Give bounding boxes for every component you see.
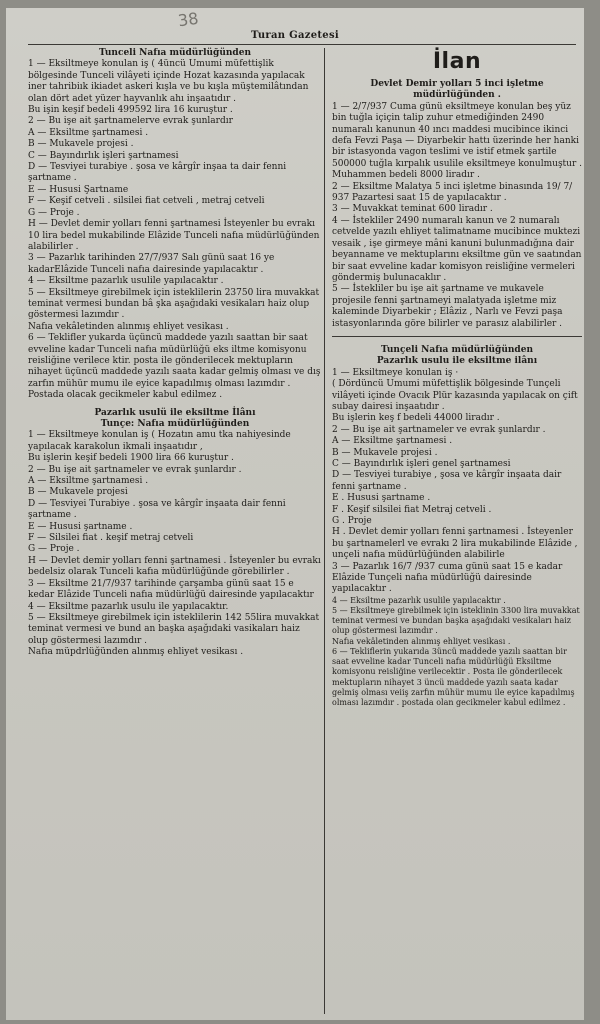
notice2-para: 4 — Eksiltme pazarlık usulu ile yapılacaktır.: [28, 601, 229, 612]
notice3-heading: Tunçeli Nafıa müdürlüğünden: [381, 344, 533, 355]
notice2-para: 2 — Bu işe ait şartnameler ve evrak şunlardır .: [28, 464, 242, 475]
notice1-para: 3 — Pazarlık tarihinden 27/7/937 Salı günü saat 16 ye kadarElâzide Tunceli nafıa dairesinde yapılacaktır .: [28, 253, 275, 275]
notice3-fine-print: 6 — Tekliflerin yukarıda 3üncü maddede yazılı saattan bir saat evveline kadar Tunceli nafıa müdürlüğü Eksiltme komisyonu reisliğine verilecektir . Posta ile gönderilecek mektupların nihayet 3 üncü maddede yazılı saata kadar gelmiş olması veiiş zarfın mühür mumu ile eyice kapadılmış olması lazımdır . postada olan gecikmeler kabul edilmez .: [332, 646, 575, 707]
ilan-para: 3 — Muvakkat teminat 600 liradır .: [332, 204, 493, 215]
notice1-para: Nafıa vekâletinden alınmış ehliyet vesikası .: [28, 321, 229, 332]
notice1-para: C — Bayındırlık işleri şartnamesi: [28, 150, 179, 161]
notice1-para: 4 — Eksiltme pazarlık usulile yapılacaktır .: [28, 276, 224, 287]
notice1-para: E — Hususi Şartname: [28, 184, 129, 195]
notice3-para: B — Mukavele projesi .: [332, 447, 438, 458]
ilan-para: 4 — İstekliler 2490 numaralı kanun ve 2 numaralı cetvelde yazılı ehliyet talimatname mucibince muktezi vesaik , işe girmeye mâni kanuni bulunmadığına dair beyanname ve mektuplarını eksiltme gün ve saatından bir saat evveline kadar komisyon reisliğine vermeleri göndermiş bulunacaklır .: [332, 215, 582, 283]
ilan-para: 5 — İstekliler bu işe ait şartname ve mukavele projesile fenni şartnameyi malatyada işletme miz kaleminde Diyarbekir ; Elâziz , Narlı ve Fevzi paşa istasyonlarında göre bilirler ve parasız alabilirler .: [332, 284, 563, 329]
notice2-para: Nafıa müpdrlüğünden alınmış ehliyet vesikası .: [28, 647, 244, 658]
notice1-para: 2 — Bu işe ait şartnamelerve evrak şunlardır: [28, 116, 233, 127]
notice2-para: 5 — Eksiltmeye girebilmek için isteklilerin 142 55lira muvakkat teminat vermesi ve bund an başka aşağıdaki vasikaları haiz olup göstermesi lazımdır .: [28, 612, 320, 646]
left-column: [28, 48, 322, 659]
masthead-rule: [28, 44, 576, 45]
masthead: Turan Gazetesi: [251, 30, 339, 41]
newspaper-page: [6, 8, 584, 1020]
pencil-mark: 38: [176, 8, 200, 31]
notice3-para: C — Bayındırlık işleri genel şartnamesi: [332, 459, 511, 469]
notice1-para: F — Keşif cetveli . silsilei fiat cetveli , metraj cetveli: [28, 196, 265, 207]
notice3-subheading: Pazarlık usulu ile eksiltme ilânı: [376, 356, 538, 367]
notice3-para: H . Devlet demir yolları fenni şartnamesi . İsteyenler bu şartnamelerl ve evrakı 2 lira mukabilinde Elâzide , unçeli nafıa müdürlüğünden alabilirle: [332, 527, 578, 561]
notice1-para: H — Devlet demir yolları fenni şartnamesi İsteyenler bu evrakı 10 lira bedel mukabilinde Elâzide Tunceli nafıa müdürlüğünden alabilirler .: [28, 219, 320, 252]
notice2-para: 1 — Eksiltmeye konulan iş ( Hozatın amu tka nahiyesinde yapılacak karakolun ikmali inşaatıdır ,: [28, 430, 291, 452]
notice2-para: G — Proje .: [28, 544, 80, 555]
section-rule: [332, 336, 582, 337]
notice1-para: 6 — Teklifler yukarda üçüncü maddede yazılı saattan bir saat evveline kadar Tunceli nafıa müdürlüğü eks iltme komisyonu reisliğine verilece ktir. posta ile gönderilecek mektupların nihayet üçüncü maddede yazılı saata kadar gelmiş olması ve dış zarfın mühür mumu ile eyice kapadılmış olması lazımdır . Postada olacak gecikmeler kabul edilmez .: [28, 333, 321, 401]
notice3-para: F . Keşif silsilei fiat Metraj cetveli .: [332, 504, 492, 515]
notice2-subheading: Tunçe: Nafıa müdürlüğünden: [100, 419, 250, 429]
notice2-heading: Pazarlık usulü ile eksiltme İlânı: [94, 407, 256, 418]
notice2-para: F — Silsilei fiat . keşif metraj cetveli: [28, 533, 194, 544]
notice3-para: D — Tesviyei turabiye , şosa ve kârgîr inşaata dair fenni şartname .: [332, 470, 562, 492]
notice2-para: B — Mukavele projesi: [28, 487, 128, 498]
notice1-para: 5 — Eksiltmeye girebilmek için isteklilerin 23750 lira muvakkat teminat vermesi bundan bâ şka aşağıdaki vesikaları haiz olup göstermesi lazımdır .: [28, 287, 320, 321]
notice2-para: D — Tesviyei Turabiye . şosa ve kârgîr inşaata dair fenni şartname .: [28, 498, 286, 521]
notice2-para: Bu işlerin keşif bedeli 1900 lira 66 kuruştur .: [28, 453, 234, 464]
notice3-fine-print: 4 — Eksiltme pazarlık usulile yapılacaktır .: [332, 595, 506, 605]
notice2-para: A — Eksiltme şartnamesi .: [28, 476, 149, 487]
notice1-para: B — Mukavele projesi .: [28, 139, 134, 150]
ilan-title: İlan: [432, 49, 482, 74]
notice2-para: 3 — Eksiltme 21/7/937 tarihinde çarşamba günü saat 15 e kedar Elâzide Tunceli nafıa müdürlüğü dairesinde yapılacaktır: [28, 578, 314, 601]
notice3-para: 3 — Pazarlık 16/7 /937 cuma günü saat 15 e kadar Elâzide Tunçeli nafıa müdürlüğü dairesinde yapılacaktır .: [332, 561, 563, 595]
notice3-fine-print: Nafıa vekâletinden alınmış ehliyet vesikası .: [332, 636, 511, 646]
notice3-para: 1 — Eksiltmeye konulan iş ·: [332, 367, 459, 378]
notice2-para: H — Devlet demir yolları fenni şartnamesi . İsteyenler bu evrakı bedelsiz olarak Tunceli kafıa müdürlüğünde görebilirler .: [28, 555, 321, 578]
ilan-para: 2 — Eksiltme Malatya 5 inci işletme binasında 19/ 7/ 937 Pazartesi saat 15 de yapılacaktır .: [332, 181, 573, 204]
ilan-intro: Devlet Demir yolları 5 inci işletme müdürlüğünden .: [370, 79, 544, 101]
notice1-para: G — Proje .: [28, 207, 80, 218]
notice2-para: E — Hususi şartname .: [28, 521, 133, 532]
notice1-para: 1 — Eksiltmeye konulan iş ( 4üncü Umumi müfettişlik bölgesinde Tunceli vilâyeti içinde Hozat kazasında yapılacak iner tahribiık ikiadet askeri kışla ve bu kışla müştemilâtından olan dört adet yüzer hayvanlık ahı inşaatıdır .: [28, 59, 309, 104]
notice3-para: 2 — Bu işe ait şartnameler ve evrak şunlardır .: [332, 424, 546, 435]
notice3-fine-print: 5 — Eksiltmeye girebilmek için isteklinin 3300 lira muvakkat teminat vermesi ve bundan başka aşağıdaki vesikaları haiz olup göstermesi lazımdır .: [332, 606, 580, 636]
notice3-para: Bu işlerin keş f bedeli 44000 liradır .: [332, 413, 500, 424]
notice3-para: A — Eksiltme şartnamesi .: [332, 436, 453, 447]
notice3-para: E . Hususi şartname .: [332, 493, 431, 504]
column-divider: [324, 48, 325, 1014]
right-column: [332, 48, 582, 708]
notice3-para: G . Proje: [332, 516, 372, 527]
ilan-para: Muhammen bedeli 8000 liradır .: [332, 170, 480, 181]
notice1-para: A — Eksiltme şartnamesi .: [28, 127, 149, 138]
notice1-para: D — Tesviyei turabiye . şosa ve kârgîr inşaa ta dair fenni şartname .: [28, 162, 287, 184]
notice1-para: Bu işin keşif bedeli 499592 lira 16 kuruştur .: [28, 105, 233, 116]
notice3-para: ( Dördüncü Umumi müfettişlik bölgesinde Tunçeli vilâyeti içinde Ovacık Plür kazasında yapılacak on çift subay dairesi inşaatıdır .: [332, 379, 578, 412]
notice1-heading: Tunceli Nafıa müdürlüğünden: [99, 48, 251, 58]
ilan-para: 1 — 2/7/937 Cuma günü eksiltmeye konulan beş yüz bin tuğla içiçin talip zuhur etmediğinden 2490 numaralı kanunun 40 ıncı maddesi mucibince ikinci defa Fevzi Paşa — Diyarbekir hattı üzerinde her hanki bir istasyonda vagon teslimi ve istif etmek şartile 500000 tuğla kırpalık usulile eksiltmeye konulmuştur .: [332, 101, 582, 169]
